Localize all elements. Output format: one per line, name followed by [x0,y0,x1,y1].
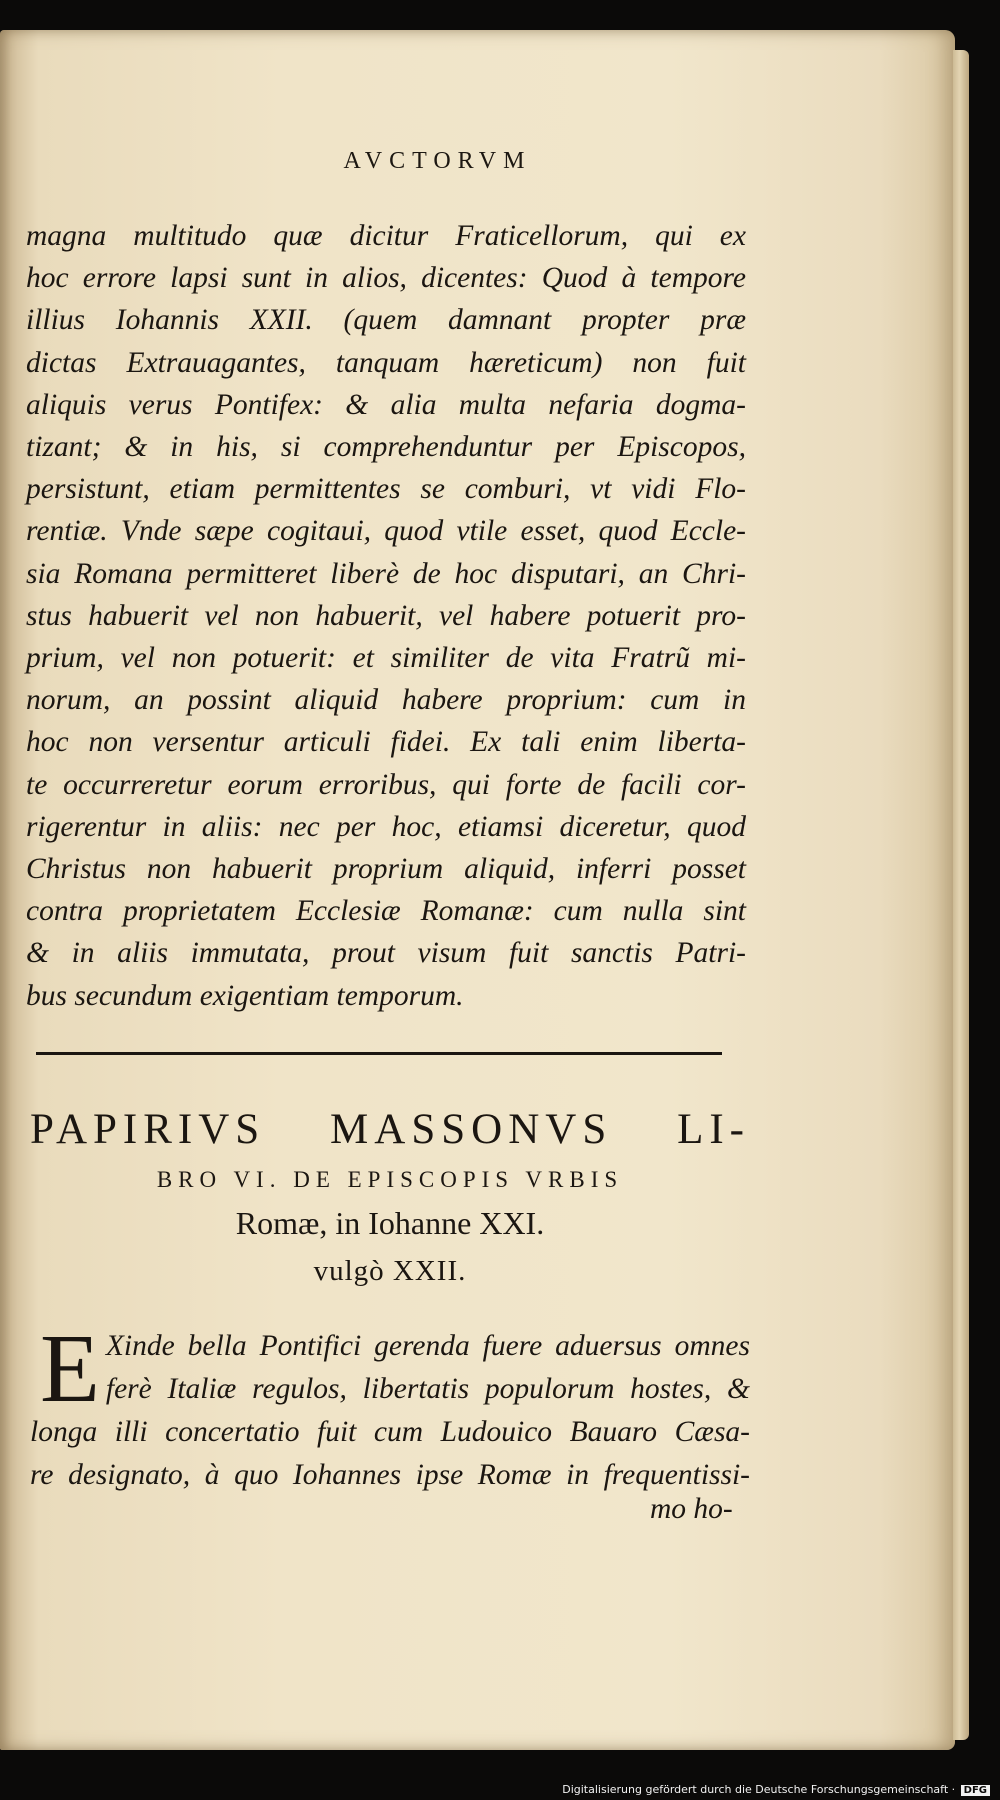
heading-line-1: PAPIRIVS MASSONVS LI- [30,1106,750,1153]
text-line: hoc errore lapsi sunt in alios, dicentes: Quod à tempore [26,262,746,295]
dfg-logo: DFG [961,1785,990,1796]
text-line: illius Iohannis XXII. (quem damnant propter præ [26,304,746,337]
text-line: rentiæ. Vnde sæpe cogitaui, quod vtile esset, quod Eccle- [26,515,746,548]
text-line: prium, vel non potuerit: et similiter de vita Fratrũ mi- [26,642,746,675]
text-line: persistunt, etiam permittentes se comburi, vt vidi Flo- [26,473,746,506]
book-page [0,30,955,1750]
text-line: contra proprietatem Ecclesiæ Romanæ: cum nulla sint [26,895,746,928]
section-divider-rule [36,1052,722,1055]
heading-line-4: vulgò XXII. [313,1255,467,1287]
text-line: longa illi concertatio fuit cum Ludouico Bauaro Cæsa- [30,1416,750,1448]
drop-cap: E [40,1315,100,1423]
text-line: magna multitudo quæ dicitur Fraticellorum, qui ex [26,220,746,252]
text-line: stus habuerit vel non habuerit, vel habere potuerit pro- [26,599,746,632]
paragraph-2 [30,1315,750,1497]
text-line: norum, an possint aliquid habere proprium: cum in [26,684,746,717]
text-line: & in aliis immutata, prout visum fuit sanctis Patri- [26,937,746,970]
paragraph-1 [26,215,746,1017]
text-line: Christus non habuerit proprium aliquid, inferri posset [26,853,746,886]
text-line: rigerentur in aliis: nec per hoc, etiamsi diceretur, quod [26,810,746,843]
text-line: hoc non versentur articuli fidei. Ex tali enim liberta- [26,726,746,759]
text-line: Xinde bella Pontifici gerenda fuere aduersus omnes [105,1330,750,1362]
heading-line-2: BRO VI. DE EPISCOPIS VRBIS [156,1167,624,1192]
text-line: sia Romana permitteret liberè de hoc disputari, an Chri- [26,557,746,590]
page-edge [953,50,969,1740]
running-head: AVCTORVM [343,148,532,174]
text-line: re designato, à quo Iohannes ipse Romæ in frequentissi- [30,1459,750,1491]
catchword: mo ho- [650,1493,733,1525]
text-line: tizant; & in his, si comprehenduntur per Episcopos, [26,431,746,464]
text-line: te occurreretur eorum erroribus, qui forte de facili cor- [26,768,746,801]
footer-text: Digitalisierung gefördert durch die Deutsche Forschungsgemeinschaft · [562,1783,956,1796]
text-line: ferè Italiæ regulos, libertatis populorum hostes, & [105,1373,750,1405]
section-heading [30,1102,750,1296]
text-line: aliquis verus Pontifex: & alia multa nefaria dogma- [26,388,746,421]
text-line: bus secundum exigentiam temporum. [26,979,464,1012]
digitization-footer [558,1781,994,1798]
heading-line-3: Romæ, in Iohanne XXI. [235,1205,545,1241]
text-line: dictas Extrauagantes, tanquam hæreticum) non fuit [26,346,746,379]
